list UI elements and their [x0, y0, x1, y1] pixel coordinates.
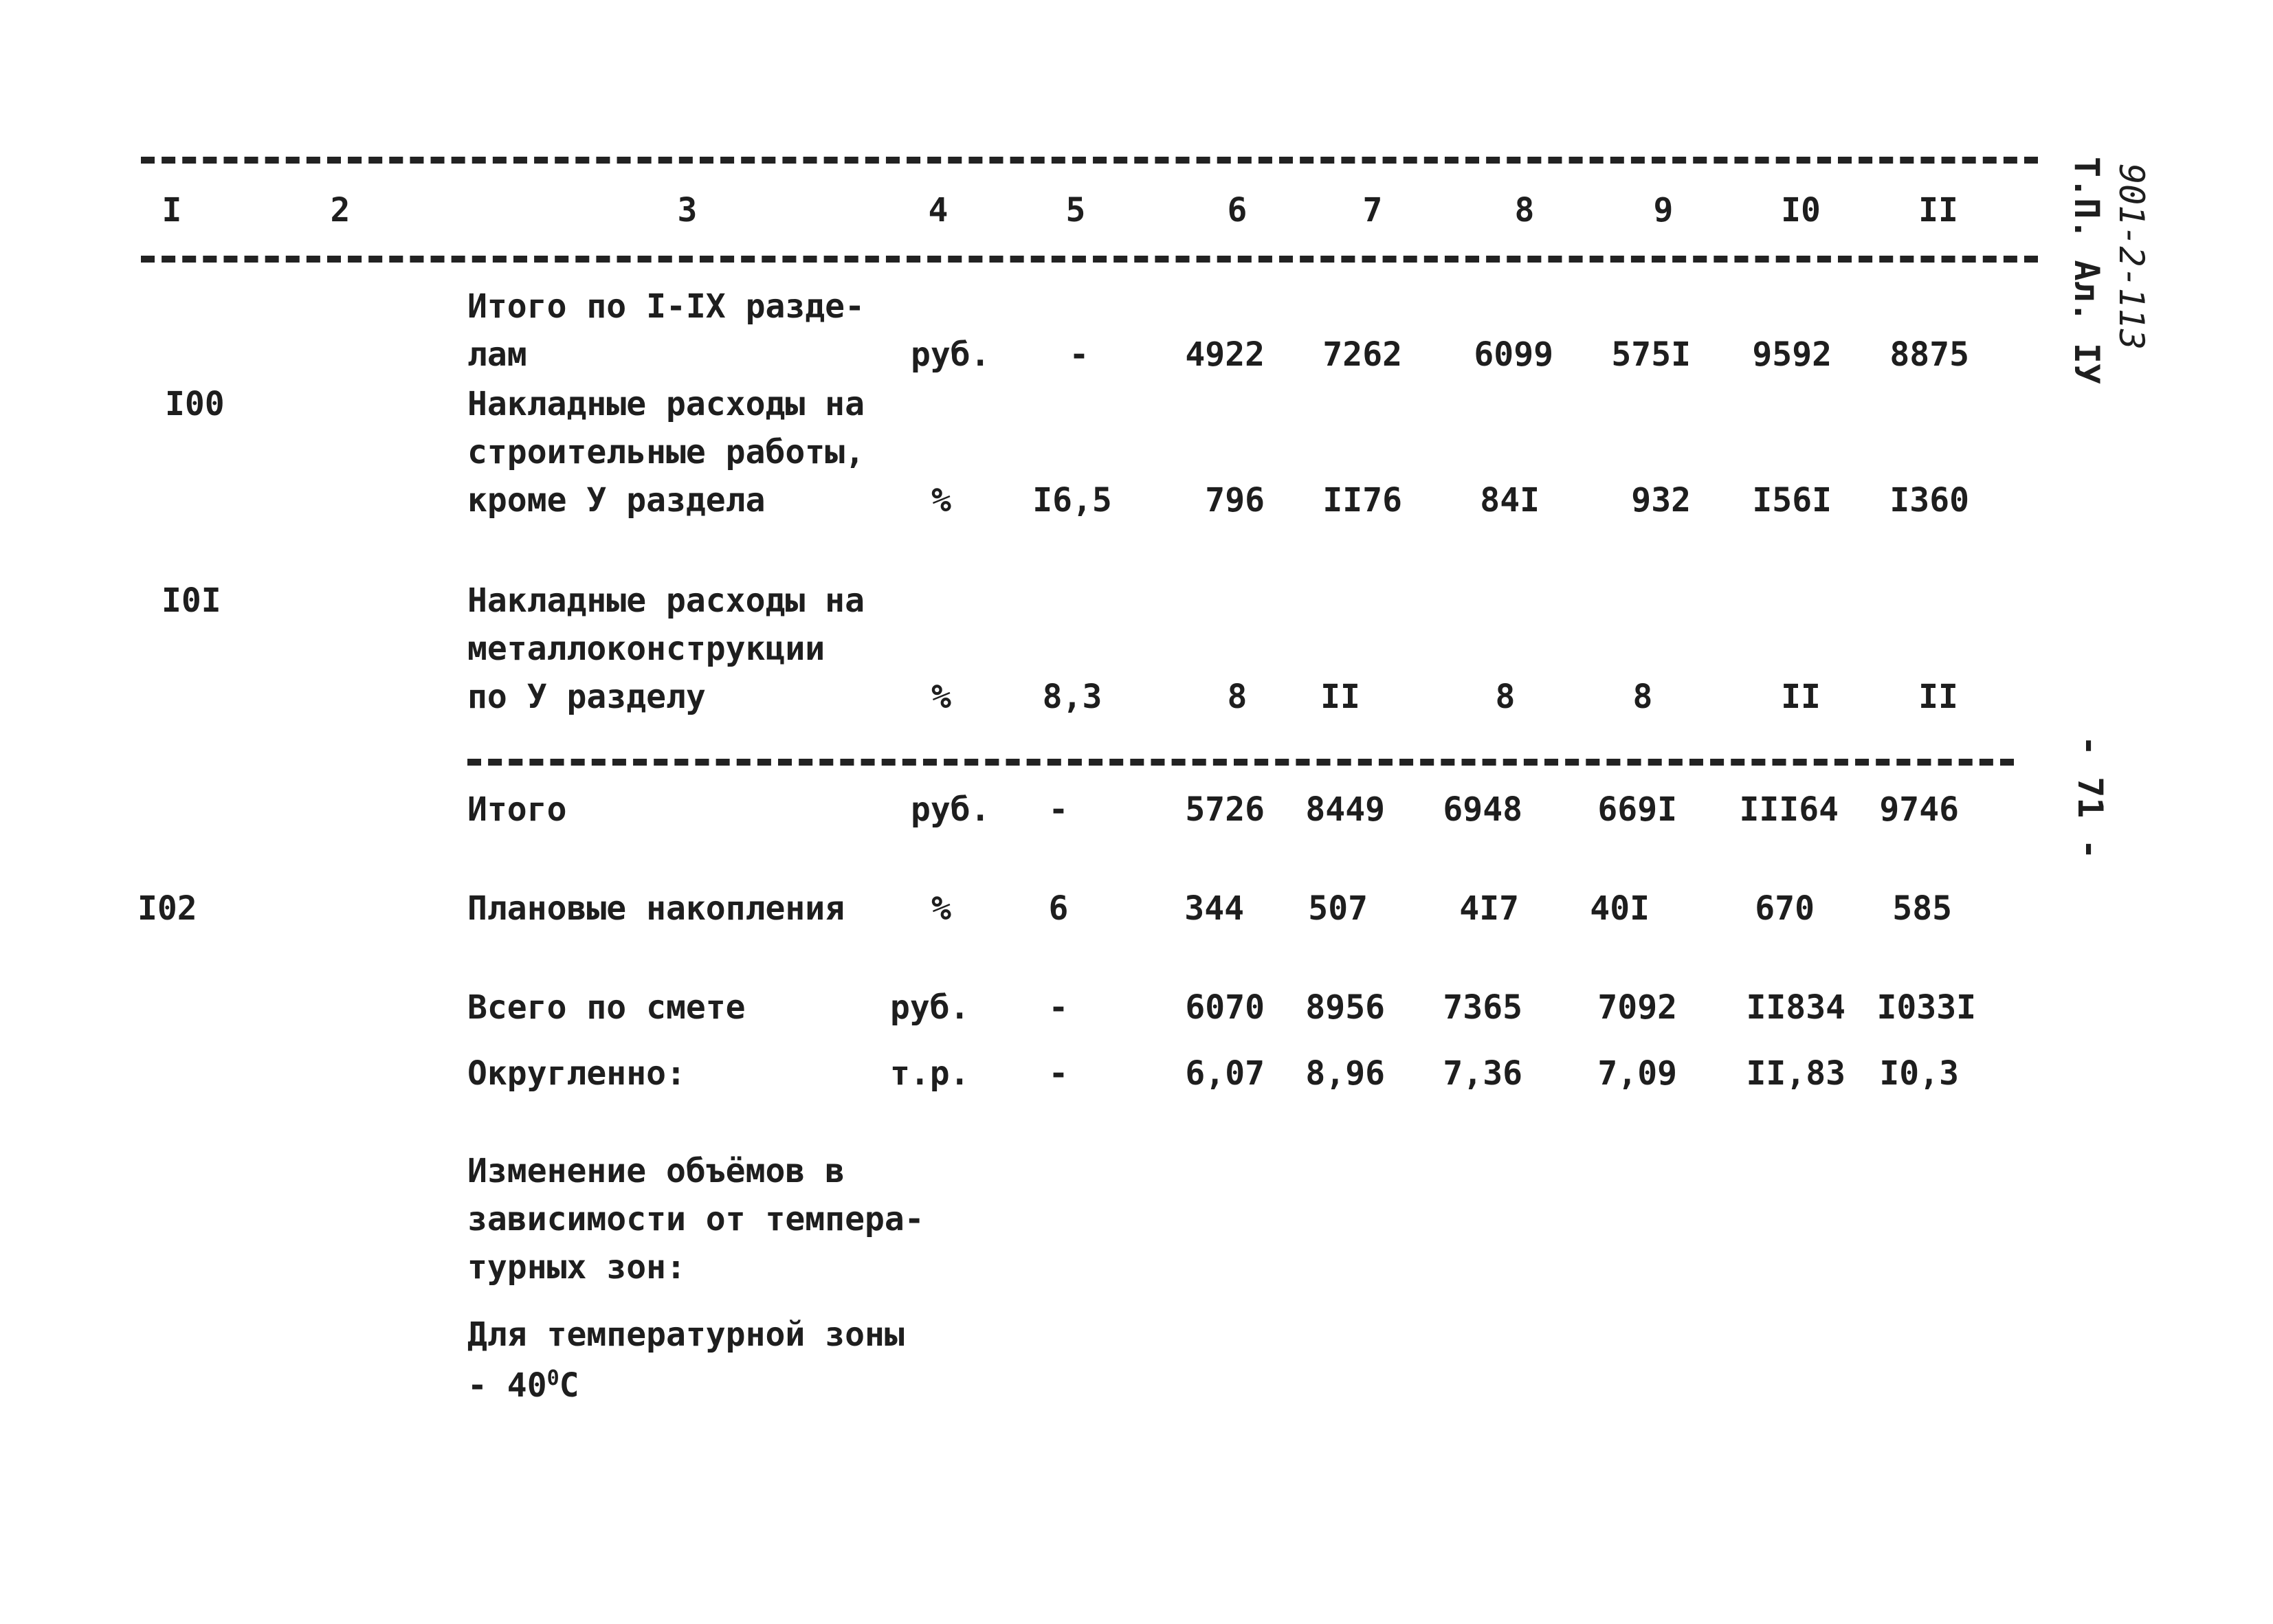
row-value-col10: I56I — [1752, 481, 1832, 520]
header-col-11: II — [1918, 191, 1958, 230]
row-value-col7: 8449 — [1305, 790, 1385, 829]
zone-value-number: - 40 — [467, 1366, 547, 1405]
zone-value — [467, 1366, 579, 1405]
row-value-col11: I360 — [1889, 481, 1969, 520]
row-text: Итого по I-IX разде- — [467, 287, 865, 326]
row-value-col8: 6948 — [1443, 790, 1522, 829]
header-col-6: 6 — [1227, 191, 1248, 230]
header-dashed-rule — [141, 256, 2038, 263]
header-col-10: I0 — [1781, 191, 1821, 230]
row-value-col7: II76 — [1322, 481, 1402, 520]
row-value-col6: 5726 — [1185, 790, 1265, 829]
row-value-col9: 8 — [1632, 678, 1653, 716]
row-value-col10: II,83 — [1746, 1054, 1845, 1093]
row-value-col8: 6099 — [1474, 335, 1553, 374]
zone-line: Для температурной зоны — [467, 1315, 905, 1354]
zone-unit: С — [559, 1366, 579, 1405]
side-code-printed: Т.П. Ал. IУ — [2067, 157, 2107, 385]
row-value-col8: 8 — [1495, 678, 1516, 716]
row-rate: - — [1048, 988, 1069, 1027]
row-value-col7: 507 — [1308, 889, 1368, 928]
row-value-col11: I0,3 — [1879, 1054, 1959, 1093]
header-col-7: 7 — [1362, 191, 1383, 230]
row-value-col10: II — [1781, 678, 1821, 716]
row-text: по У разделу — [467, 678, 706, 716]
note-line: Изменение объёмов в — [467, 1152, 845, 1190]
row-text: кроме У раздела — [467, 481, 766, 520]
row-value-col6: 344 — [1184, 889, 1244, 928]
row-value-col6: 4922 — [1185, 335, 1265, 374]
row-value-col10: II834 — [1746, 988, 1845, 1027]
row-rate: - — [1069, 335, 1089, 374]
header-col-1: I — [162, 191, 182, 230]
row-value-col10: 9592 — [1752, 335, 1832, 374]
row-value-col7: II — [1320, 678, 1360, 716]
row-unit: руб. — [911, 335, 990, 374]
row-rate: 6 — [1048, 889, 1069, 928]
note-line: зависимости от темпера- — [467, 1200, 924, 1238]
header-col-3: 3 — [677, 191, 698, 230]
row-value-col10: 670 — [1755, 889, 1815, 928]
row-unit: руб. — [890, 988, 970, 1027]
row-text: лам — [467, 335, 527, 374]
row-unit: руб. — [911, 790, 990, 829]
row-text: Итого — [467, 790, 567, 829]
row-rate: - — [1048, 1054, 1069, 1093]
row-value-col11: I033I — [1876, 988, 1976, 1027]
row-value-col8: 7,36 — [1443, 1054, 1522, 1093]
row-unit: т.р. — [890, 1054, 970, 1093]
row-value-col7: 8,96 — [1305, 1054, 1385, 1093]
row-value-col9: 7,09 — [1597, 1054, 1677, 1093]
row-value-col9: 40I — [1590, 889, 1650, 928]
row-text: Всего по смете — [467, 988, 746, 1027]
row-value-col7: 7262 — [1322, 335, 1402, 374]
note-line: турных зон: — [467, 1248, 686, 1287]
row-value-col6: 6070 — [1185, 988, 1265, 1027]
row-value-col8: 84I — [1480, 481, 1540, 520]
row-unit: % — [931, 678, 951, 716]
row-text: Округленно: — [467, 1054, 686, 1093]
header-col-4: 4 — [928, 191, 949, 230]
row-value-col8: 7365 — [1443, 988, 1522, 1027]
row-text: Накладные расходы на — [467, 581, 865, 620]
row-value-col10: III64 — [1739, 790, 1839, 829]
page-marker: - 71 - — [2070, 735, 2110, 860]
side-code-handwritten: 901-2-113 — [2111, 164, 2151, 350]
row-value-col8: 4I7 — [1459, 889, 1519, 928]
row-value-col6: 6,07 — [1185, 1054, 1265, 1093]
row-value-col9: 575I — [1611, 335, 1691, 374]
row-text: строительные работы, — [467, 433, 865, 471]
row-number: I0I — [162, 581, 221, 620]
row-value-col7: 8956 — [1305, 988, 1385, 1027]
top-dashed-rule — [141, 157, 2038, 164]
row-rate: I6,5 — [1032, 481, 1112, 520]
row-value-col6: 8 — [1227, 678, 1248, 716]
row-unit: % — [931, 889, 951, 928]
header-col-5: 5 — [1065, 191, 1086, 230]
row-value-col9: 669I — [1597, 790, 1677, 829]
row-value-col11: 9746 — [1879, 790, 1959, 829]
row-value-col9: 7092 — [1597, 988, 1677, 1027]
row-text: Накладные расходы на — [467, 385, 865, 423]
header-col-9: 9 — [1653, 191, 1674, 230]
row-number: I00 — [165, 385, 225, 423]
row-rate: 8,3 — [1042, 678, 1102, 716]
row-rate: - — [1048, 790, 1069, 829]
row-value-col11: II — [1918, 678, 1958, 716]
mid-dashed-rule — [467, 759, 2014, 766]
row-value-col6: 796 — [1205, 481, 1265, 520]
row-text: Плановые накопления — [467, 889, 845, 928]
header-col-2: 2 — [330, 191, 351, 230]
zone-degree: 0 — [546, 1366, 559, 1390]
row-text: металлоконструкции — [467, 630, 825, 668]
row-number: I02 — [137, 889, 197, 928]
row-value-col11: 585 — [1892, 889, 1952, 928]
row-value-col11: 8875 — [1889, 335, 1969, 374]
header-col-8: 8 — [1514, 191, 1535, 230]
row-unit: % — [931, 481, 951, 520]
row-value-col9: 932 — [1631, 481, 1691, 520]
